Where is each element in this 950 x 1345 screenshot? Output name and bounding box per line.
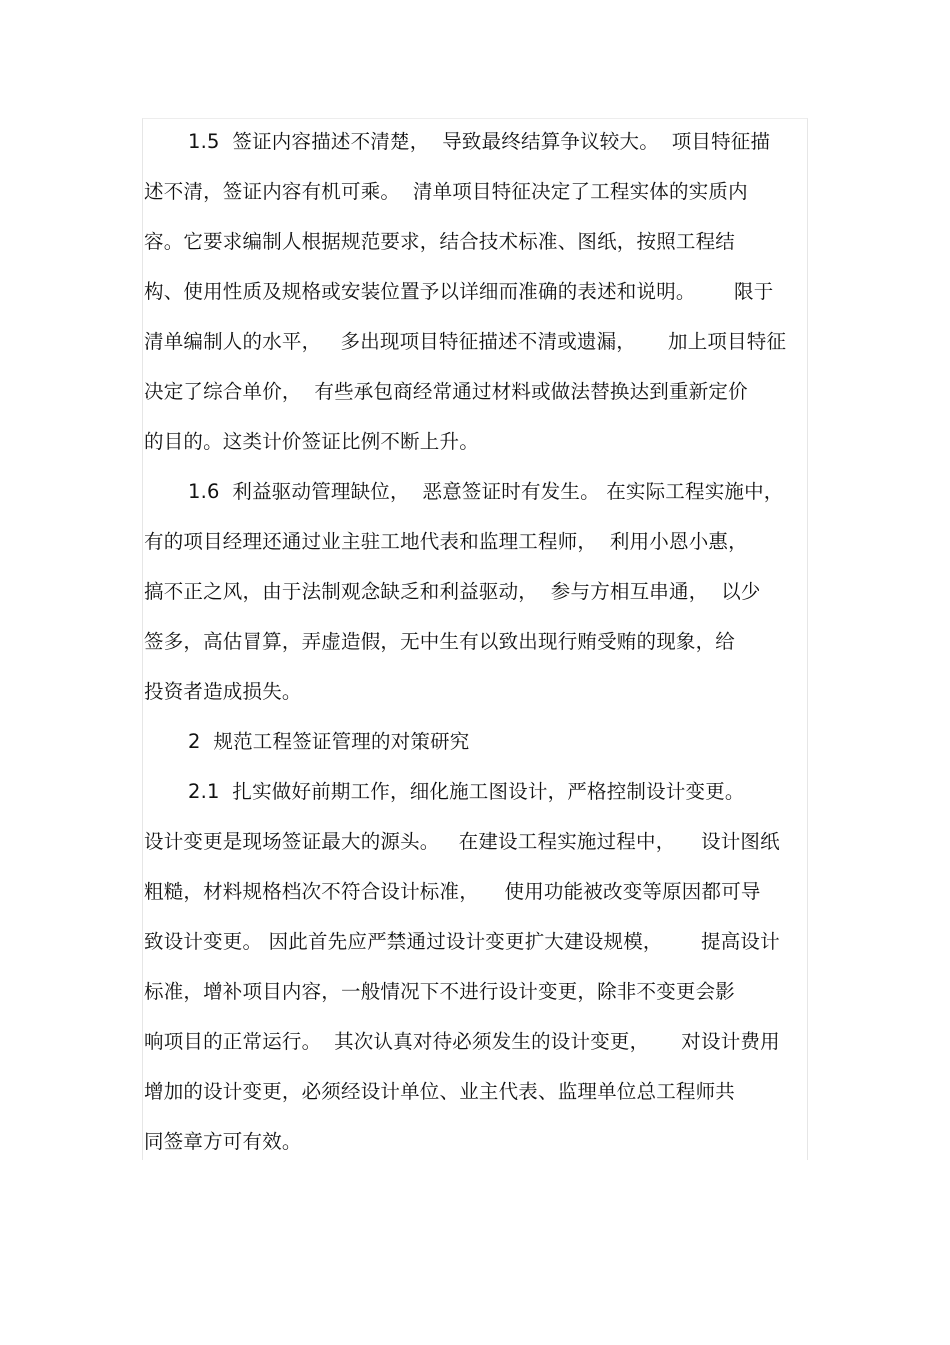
text-line: 清单编制人的水平， 多出现项目特征描述不清或遗漏， 加上项目特征 xyxy=(144,330,787,353)
text-line: 同签章方可有效。 xyxy=(144,1130,302,1153)
section-heading: 2 规范工程签证管理的对策研究 xyxy=(188,730,470,753)
text-line: 决定了综合单价， 有些承包商经常通过材料或做法替换达到重新定价 xyxy=(144,380,748,403)
text-line: 粗糙，材料规格档次不符合设计标准， 使用功能被改变等原因都可导 xyxy=(144,880,761,903)
text-line: 2.1 扎实做好前期工作，细化施工图设计，严格控制设计变更。 xyxy=(188,780,745,803)
text-line: 标准，增补项目内容，一般情况下不进行设计变更，除非不变更会影 xyxy=(144,980,736,1003)
text-line: 构、使用性质及规格或安装位置予以详细而准确的表述和说明。 限于 xyxy=(144,280,774,303)
text-line: 响项目的正常运行。 其次认真对待必须发生的设计变更， 对设计费用 xyxy=(144,1030,780,1053)
text-line: 签多，高估冒算，弄虚造假，无中生有以致出现行贿受贿的现象，给 xyxy=(144,630,736,653)
text-line: 有的项目经理还通过业主驻工地代表和监理工程师， 利用小恩小惠， xyxy=(144,530,748,553)
text-line: 述不清，签证内容有机可乘。 清单项目特征决定了工程实体的实质内 xyxy=(144,180,748,203)
text-line: 设计变更是现场签证最大的源头。 在建设工程实施过程中， 设计图纸 xyxy=(144,830,780,853)
text-line: 容。它要求编制人根据规范要求，结合技术标准、图纸，按照工程结 xyxy=(144,230,736,253)
text-line: 1.6 利益驱动管理缺位， 恶意签证时有发生。 在实际工程实施中， xyxy=(188,480,784,503)
text-line: 的目的。这类计价签证比例不断上升。 xyxy=(144,430,479,453)
text-line: 投资者造成损失。 xyxy=(144,680,302,703)
text-line: 搞不正之风，由于法制观念缺乏和利益驱动， 参与方相互串通， 以少 xyxy=(144,580,761,603)
text-line: 1.5 签证内容描述不清楚， 导致最终结算争议较大。 项目特征描 xyxy=(188,130,771,153)
text-line: 致设计变更。 因此首先应严禁通过设计变更扩大建设规模， 提高设计 xyxy=(144,930,780,953)
text-line: 增加的设计变更，必须经设计单位、业主代表、监理单位总工程师共 xyxy=(144,1080,736,1103)
